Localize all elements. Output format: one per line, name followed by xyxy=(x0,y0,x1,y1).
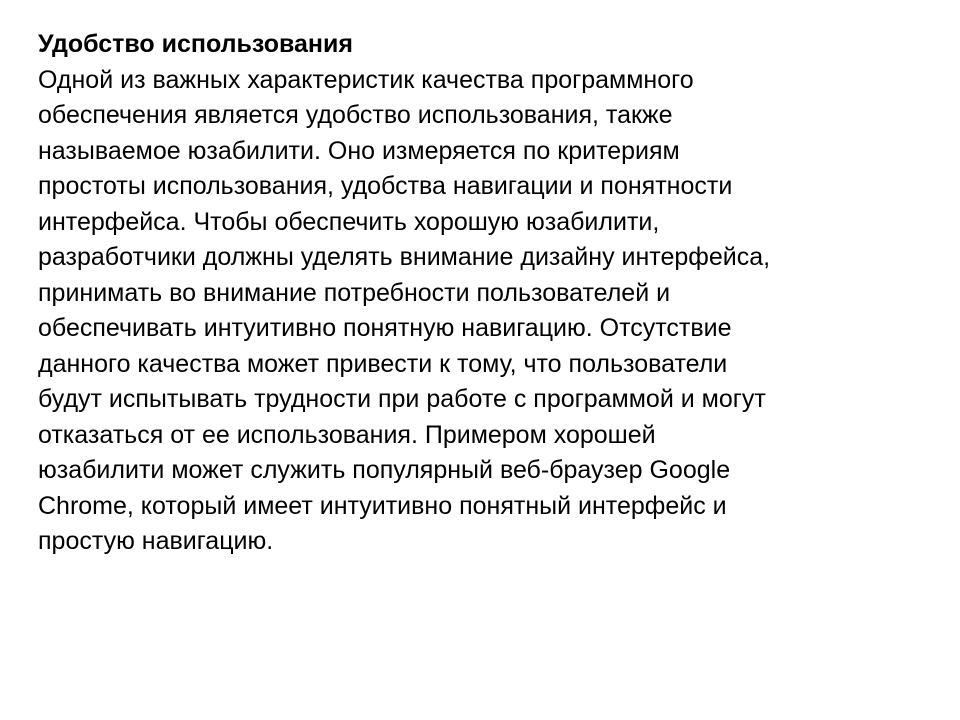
body-line: данного качества может привести к тому, что пользователи xyxy=(38,349,728,378)
body-line: принимать во внимание потребности пользователей и xyxy=(38,278,671,307)
body-line: Chrome, который имеет интуитивно понятный интерфейс и xyxy=(38,491,727,520)
body-line: интерфейса. Чтобы обеспечить хорошую юзабилити, xyxy=(38,207,660,236)
body-line: называемое юзабилити. Оно измеряется по критериям xyxy=(38,136,680,165)
body-line: юзабилити может служить популярный веб-браузер Google xyxy=(38,456,731,484)
text-block xyxy=(38,27,928,560)
body-line: простую навигацию. xyxy=(38,527,274,555)
body-line: обеспечения является удобство использования, также xyxy=(38,101,673,129)
section-heading: Удобство использования xyxy=(38,30,353,58)
body-line: Одной из важных характеристик качества программного xyxy=(38,65,694,94)
body-line: разработчики должны уделять внимание дизайну интерфейса, xyxy=(38,243,771,271)
body-line: отказаться от ее использования. Примером хорошей xyxy=(38,420,656,449)
body-line: будут испытывать трудности при работе с программой и могут xyxy=(38,385,766,413)
body-line: обеспечивать интуитивно понятную навигацию. Отсутствие xyxy=(38,314,732,342)
body-line: простоты использования, удобства навигации и понятности xyxy=(38,172,733,200)
